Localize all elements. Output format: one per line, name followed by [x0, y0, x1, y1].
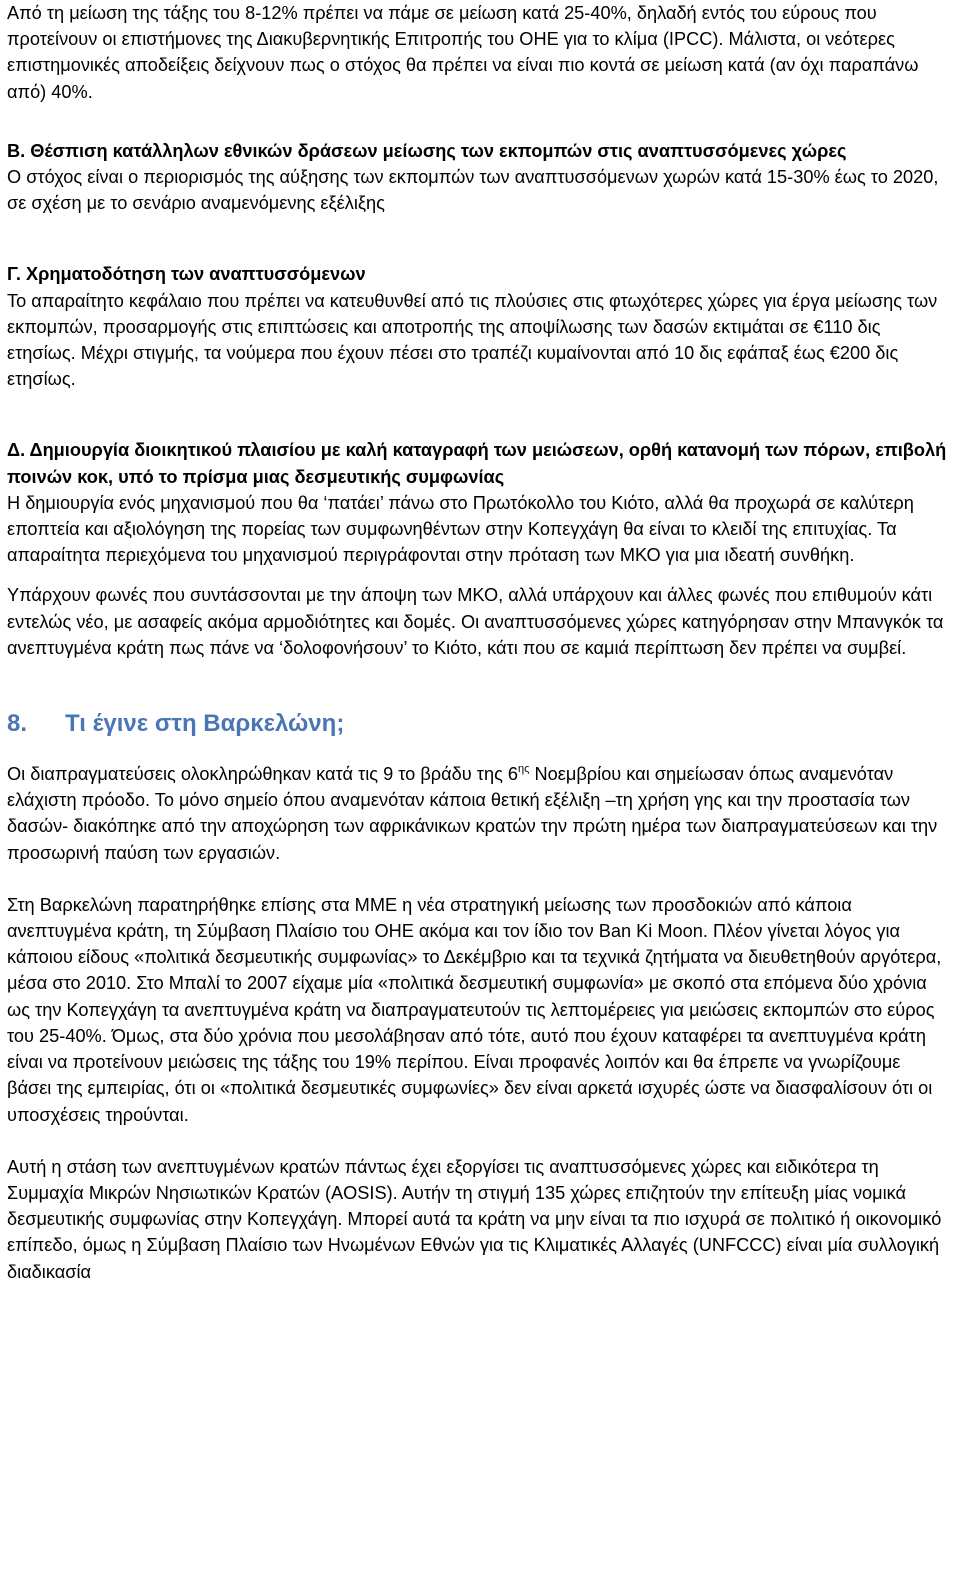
chapter-paragraph-2: Στη Βαρκελώνη παρατηρήθηκε επίσης στα ΜΜΕ η νέα στρατηγική μείωσης των προσδοκιών από κάποια ανεπτυγμένα κράτη, τη Σύμβαση Πλαίσιο του ΟΗΕ ακόμα και τον ίδιο τον Ban Ki Moon. Πλέον γίνεται λόγος για κάποιου είδους «πολιτικά δεσμευτικής συμφωνίας» το Δεκέμβριο και τα τεχνικά ζητήματα να διευθετηθούν αργότερα, μέσα στο 2010. Στο Μπαλί το 2007 είχαμε μία «πολιτικά δεσμευτική συμφωνία» με σκοπό στα επόμενα δύο χρόνια ως την Κοπεγχάγη τα ανεπτυγμένα κράτη να διαπραγματευτούν τις λεπτομέρειες για μειώσεις εκπομπών στο εύρος του 25-40%. Όμως, στα δύο χρόνια που μεσολάβησαν από τότε, αυτό που έχουν καταφέρει τα ανεπτυγμένα κράτη είναι να προτείνουν μειώσεις της τάξης του 19% περίπου. Είναι προφανές λοιπόν και θα έπρεπε να γνωρίζουμε βάσει της εμπειρίας, ότι οι «πολιτικά δεσμευτικές συμφωνίες» δεν είναι αρκετά ισχυρές ώστε να διασφαλίσουν ότι οι υποσχέσεις τηρούνται.: [7, 894, 942, 1125]
section-b-body: Ο στόχος είναι ο περιορισμός της αύξησης των εκπομπών των αναπτυσσόμενων χωρών κατά 15-30% έως το 2020, σε σχέση με το σενάριο αναμενόμενης εξέλιξης: [7, 167, 939, 214]
section-b-heading: Β. Θέσπιση κατάλληλων εθνικών δράσεων μείωσης των εκπομπών στις αναπτυσσόμενες χώρες: [7, 140, 847, 161]
ordinal-superscript: ης: [518, 763, 530, 776]
chapter-title: Τι έγινε στη Βαρκελώνη;: [65, 710, 345, 738]
section-d-body-2: Υπάρχουν φωνές που συντάσσονται με την άποψη των ΜΚΟ, αλλά υπάρχουν και άλλες φωνές που επιθυμούν κάτι εντελώς νέο, με ασαφείς ακόμα αρμοδιότητες και δομές. Οι αναπτυσσόμενες χώρες κατηγόρησαν στην Μπανγκόκ τα ανεπτυγμένα κράτη πως πάνε να ‘δολοφονήσουν’ το Κιότο, κάτι που σε καμιά περίπτωση δεν πρέπει να συμβεί.: [7, 585, 944, 658]
chapter-paragraph-1-rest: Νοεμβρίου και σημείωσαν όπως αναμενόταν ελάχιστη πρόοδο. Το μόνο σημείο όπου αναμενόταν κάποια θετική εξέλιξη –τη χρήση γης και την προστασία των δασών- διακόπηκε από την αποχώρηση των αφρικάνικων κρατών την πρώτη ημέρα των διαπραγματεύσεων και την προσωρινή παύση των εργασιών.: [7, 764, 938, 863]
chapter-number: 8.: [7, 710, 28, 738]
chapter-paragraph-3: Αυτή η στάση των ανεπτυγμένων κρατών πάντως έχει εξοργίσει τις αναπτυσσόμενες χώρες και ειδικότερα τη Συμμαχία Μικρών Νησιωτικών Κρατών (AOSIS). Αυτήν τη στιγμή 135 χώρες επιζητούν την επίτευξη μίας νομικά δεσμευτικής συμφωνίας στην Κοπεγχάγη. Μπορεί αυτά τα κράτη να μην είναι τα πιο ισχυρά σε πολιτικό ή οικονομικό επίπεδο, όμως η Σύμβαση Πλαίσιο των Ηνωμένων Εθνών για τις Κλιματικές Αλλαγές (UNFCCC) είναι μία συλλογική διαδικασία: [7, 1156, 942, 1282]
chapter-paragraph-1: [7, 761, 947, 866]
section-g-heading: Γ. Χρηματοδότηση των αναπτυσσόμενων: [7, 264, 366, 285]
section-d-heading: Δ. Δημιουργία διοικητικού πλαισίου με καλή καταγραφή των μειώσεων, ορθή κατανομή των πόρων, επιβολή ποινών κοκ, υπό το πρίσμα μιας δεσμευτικής συμφωνίας: [7, 440, 947, 487]
chapter-heading: [7, 709, 947, 739]
document-page: [7, 0, 947, 1285]
section-g-body: Το απαραίτητο κεφάλαιο που πρέπει να κατευθυνθεί από τις πλούσιες στις φτωχότερες χώρες για έργα μείωσης των εκπομπών, προσαρμογής στις επιπτώσεις και αποτροπής της αποψίλωσης των δασών εκτιμάται σε €110 δις ετησίως. Μέχρι στιγμής, τα νούμερα που έχουν πέσει στο τραπέζι κυμαίνονται από 10 δις εφάπαξ έως €200 δις ετησίως.: [7, 290, 938, 390]
chapter-paragraph-1-start: Οι διαπραγματεύσεις ολοκληρώθηκαν κατά τις 9 το βράδυ της 6: [7, 764, 519, 785]
intro-paragraph: Από τη μείωση της τάξης του 8-12% πρέπει να πάμε σε μείωση κατά 25-40%, δηλαδή εντός του εύρους που προτείνουν οι επιστήμονες της Διακυβερνητικής Επιτροπής του ΟΗΕ για το κλίμα (IPCC). Μάλιστα, οι νεότερες επιστημονικές αποδείξεις δείχνουν πως ο στόχος θα πρέπει να είναι πιο κοντά σε μείωση κατά (αν όχι παραπάνω από) 40%.: [7, 3, 919, 102]
section-d-body-1: Η δημιουργία ενός μηχανισμού που θα ‘πατάει’ πάνω στο Πρωτόκολλο του Κιότο, αλλά θα προχωρά σε καλύτερη εποπτεία και αξιολόγηση της πορείας των συμφωνηθέντων στην Κοπεγχάγη θα είναι το κλειδί της επιτυχίας. Τα απαραίτητα περιεχόμενα του μηχανισμού περιγράφονται στην πρόταση των ΜΚΟ για μια ιδεατή συνθήκη.: [7, 492, 914, 566]
